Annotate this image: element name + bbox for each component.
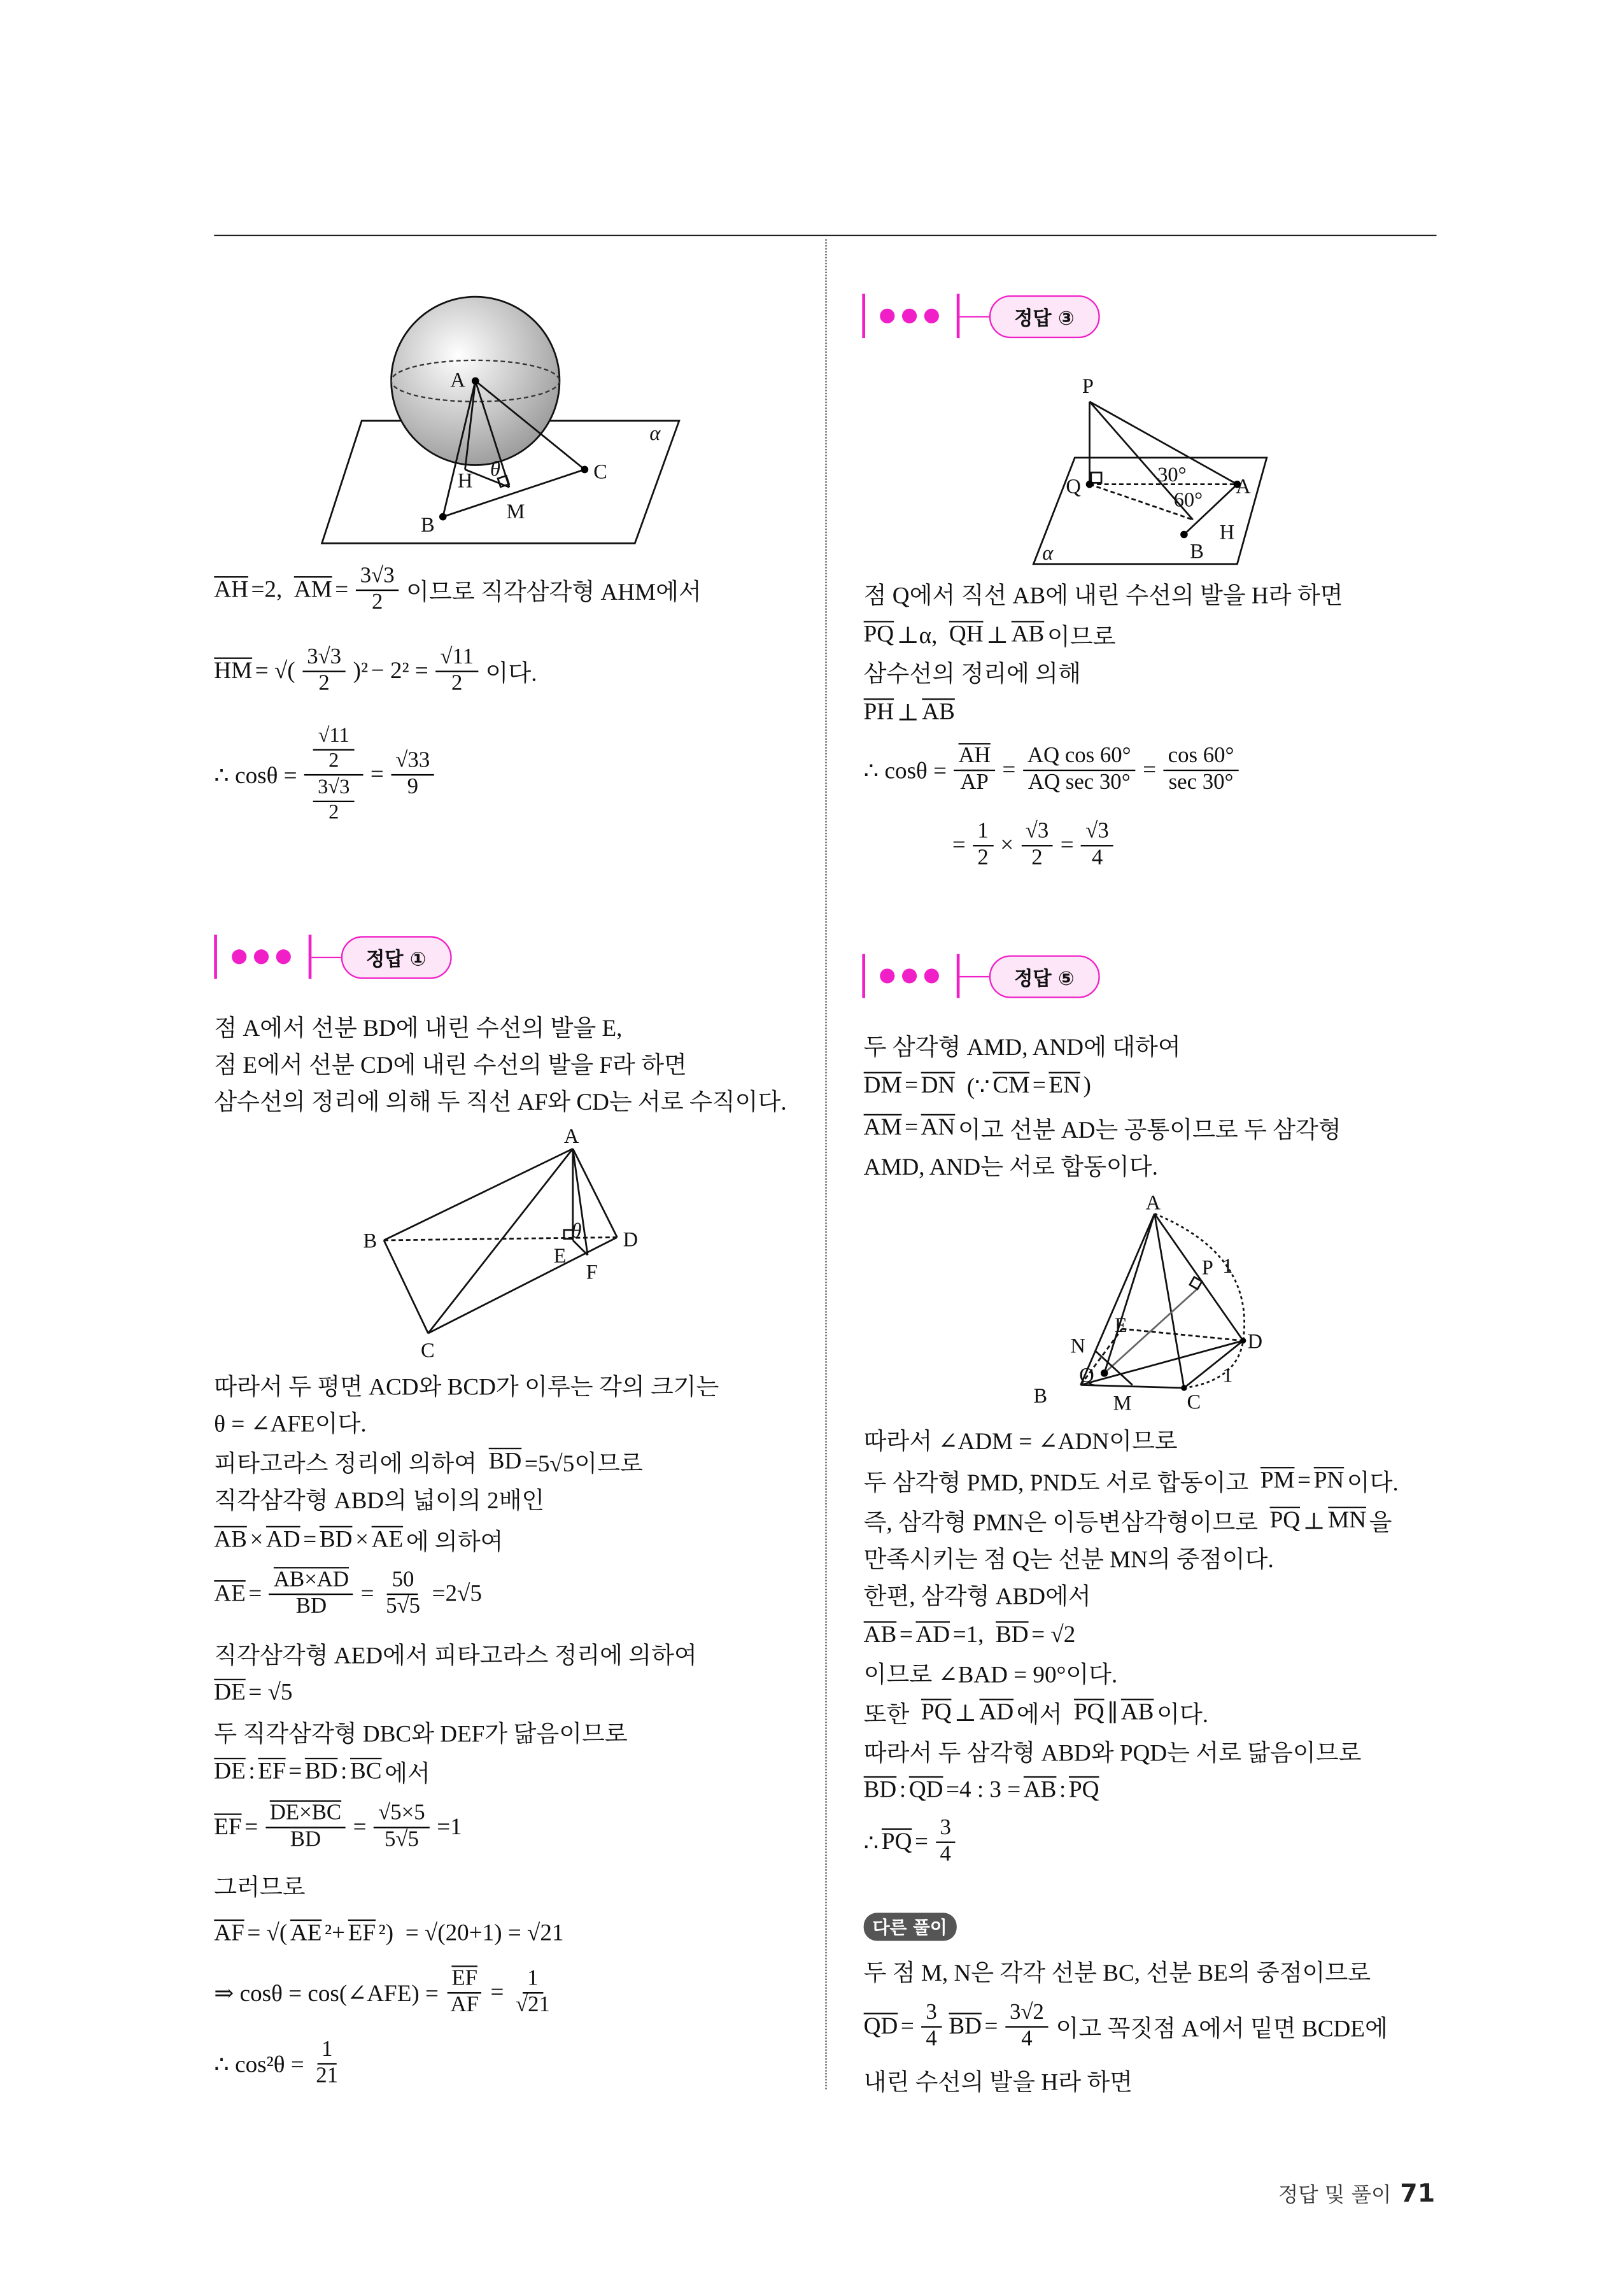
text-line: $\overline{AF}$ = √( $\overline{AE}$ ²+ $\overline{EF}$ ²) = √(20+1) = √21 <box>214 1921 564 1946</box>
label-alpha: α <box>1042 541 1054 565</box>
alternative-solution-badge: 다른 풀이 <box>864 1913 956 1941</box>
label-1: 1 <box>1222 1364 1233 1387</box>
top-rule <box>214 235 1436 236</box>
text-line: 만족시키는 점 Q는 선분 MN의 중점이다. <box>863 1548 1274 1574</box>
answer-label: 정답 ③ <box>989 295 1099 337</box>
text-line: ∴ cosθ = $\frac{\overline{AH}}{AP}$ = $\frac{\text{AQ cos 60°}}{\text{AQ sec 30°}}$ = $\frac{\cos 60^\circ}{\sec 30^\circ}$ <box>864 744 1243 796</box>
label-N: N <box>1070 1334 1085 1358</box>
text: )² <box>353 658 369 684</box>
text-line: 점 A에서 선분 BD에 내린 수선의 발을 E, <box>214 1016 623 1042</box>
text: = √( <box>255 658 295 684</box>
text-line: 또한 $\overline{PQ}$ ⊥ $\overline{AD}$ 에서 $\overline{PQ}$ ∥ $\overline{AB}$ 이다. <box>863 1699 1209 1729</box>
label-H: H <box>1219 521 1235 544</box>
text: − 2² = <box>371 658 428 684</box>
text-line: $\overline{AE}$ = $\frac{AB\times AD}{BD}$ = $\frac{50}{5√5}$ =2√5 <box>214 1568 482 1619</box>
text: 이다. <box>485 662 537 688</box>
solution-line <box>214 646 537 698</box>
solution-line <box>214 724 439 826</box>
text-line: ∴ cos²θ = $\frac{1}{21}$ <box>214 2037 339 2089</box>
text-line: 직각삼각형 ABD의 넓이의 2배인 <box>214 1489 545 1515</box>
text-line: $\overline{AM}$ = $\overline{AN}$ 이고 선분 AD는 공통이므로 두 삼각형 <box>863 1114 1341 1144</box>
answer-label: 정답 ⑤ <box>989 954 1099 997</box>
text-line: $\overline{DM}$ = $\overline{DN}$ (∵ $\overline{CM}$ = $\overline{EN}$ ) <box>863 1073 1091 1100</box>
text-line: 점 E에서 선분 CD에 내린 수선의 발을 F라 하면 <box>214 1053 687 1079</box>
answer-badge <box>214 935 451 979</box>
text-line: ∴ $\overline{PQ}$ = $\frac{3}{4}$ <box>864 1816 960 1869</box>
text-line: 두 삼각형 PMD, PND도 서로 합동이고 $\overline{PM}$ = $\overline{PN}$ 이다. <box>863 1468 1399 1497</box>
tetrahedron-figure <box>355 1119 650 1370</box>
text-line: 직각삼각형 AED에서 피타고라스 정리에 의하여 <box>214 1644 697 1669</box>
text-line: 삼수선의 정리에 의해 <box>863 662 1081 688</box>
text-line: $\overline{AB}$ × $\overline{AD}$ = $\overline{BD}$ × $\overline{AE}$ 에 의하여 <box>214 1526 504 1556</box>
answer-badge <box>862 294 1099 339</box>
footer-label: 정답 및 풀이 <box>1278 2183 1392 2208</box>
label-F: F <box>586 1261 598 1284</box>
text-line: 삼수선의 정리에 의해 두 직선 AF와 CD는 서로 수직이다. <box>214 1090 787 1116</box>
label-M: M <box>506 500 525 524</box>
text-line: 두 삼각형 AMD, AND에 대하여 <box>863 1035 1181 1061</box>
text-line: 두 직각삼각형 DBC와 DEF가 닮음이므로 <box>214 1722 628 1748</box>
text-line: 한편, 삼각형 ABD에서 <box>863 1585 1091 1610</box>
page-footer <box>1278 2179 1435 2209</box>
label-Q: Q <box>1079 1364 1094 1387</box>
pyramid-figure <box>1026 1181 1277 1417</box>
label-E: E <box>553 1244 567 1268</box>
sphere-plane-figure <box>295 288 709 561</box>
answer-badge <box>862 954 1099 998</box>
label-B: B <box>420 513 435 537</box>
label-H: H <box>457 469 473 493</box>
text-line: 두 점 M, N은 각각 선분 BC, 선분 BE의 중점이므로 <box>863 1961 1371 1987</box>
label-D: D <box>1247 1330 1263 1354</box>
label-P: P <box>1082 374 1094 398</box>
label-alpha: α <box>649 422 661 446</box>
text-line: 내린 수선의 발을 H라 하면 <box>863 2070 1133 2096</box>
label-1: 1 <box>1222 1255 1233 1278</box>
answer-label: 정답 ① <box>341 935 451 978</box>
label-C: C <box>1187 1390 1201 1414</box>
segment: $\overline{HM}$ <box>214 658 253 684</box>
text-line: 이므로 ∠BAD = 90°이다. <box>863 1663 1118 1688</box>
fraction: $\frac{√33}{9}$ <box>391 749 434 801</box>
fraction: $\frac{3√3}{2}$ <box>356 564 399 616</box>
label-30deg: 30° <box>1157 463 1187 487</box>
text: = <box>335 577 349 603</box>
label-B: B <box>1033 1385 1048 1408</box>
column-divider <box>825 239 826 2090</box>
text-line: 따라서 두 평면 ACD와 BCD가 이루는 각의 크기는 <box>214 1375 719 1401</box>
text-line: 그러므로 <box>214 1876 306 1901</box>
label-E: E <box>1114 1313 1127 1337</box>
label-theta: θ <box>571 1219 582 1243</box>
segment: $\overline{AH}$ <box>214 577 248 603</box>
text-line: θ = ∠AFE이다. <box>214 1412 367 1438</box>
text: ∴ cosθ = <box>214 763 297 789</box>
label-C: C <box>593 460 607 484</box>
label-A: A <box>1236 475 1251 499</box>
label-B: B <box>1190 540 1204 563</box>
fraction: $\frac{3√3}{2}$ <box>302 646 346 698</box>
text-line: 즉, 삼각형 PMN은 이등변삼각형이므로 $\overline{PQ}$ ⊥ $\overline{MN}$ 을 <box>863 1507 1392 1537</box>
text-line: 점 Q에서 직선 AB에 내린 수선의 발을 H라 하면 <box>863 584 1343 609</box>
fraction: $\frac{\frac{√11}{2}}{\frac{3√3}{2}}$ <box>304 724 363 826</box>
text-line: $\overline{PH}$ ⊥ $\overline{AB}$ <box>863 700 955 726</box>
page-number: 71 <box>1400 2179 1436 2209</box>
label-theta: θ <box>490 457 500 481</box>
label-D: D <box>623 1228 639 1252</box>
text-line: $\overline{AB}$ = $\overline{AD}$ =1, $\overline{BD}$ = √2 <box>863 1622 1076 1648</box>
text: =2, <box>251 577 283 603</box>
text-line: 따라서 ∠ADM = ∠ADN이므로 <box>863 1430 1178 1455</box>
text-line: ⇒ cosθ = cos(∠AFE) = $\frac{\overline{EF}}{AF}$ = $\frac{1}{√21}$ <box>214 1967 550 2018</box>
text-line: AMD, AND는 서로 합동이다. <box>863 1155 1158 1181</box>
label-A: A <box>1145 1191 1161 1215</box>
text: 이므로 직각삼각형 AHM에서 <box>406 581 702 606</box>
text-line: 따라서 두 삼각형 ABD와 PQD는 서로 닮음이므로 <box>863 1741 1362 1767</box>
label-60deg: 60° <box>1173 488 1203 512</box>
text-line: $\overline{QD}$ = $\frac{3}{4}$ $\overline{BD}$ = $\frac{3√2}{4}$ 이고 꼭짓점 A에서 밑면 BCDE에 <box>863 2000 1388 2052</box>
label-M: M <box>1113 1392 1132 1415</box>
segment: $\overline{AM}$ <box>293 577 332 603</box>
plane-perpendicular-figure <box>1019 369 1284 576</box>
text-line: $\overline{DE}$ = √5 <box>214 1680 293 1706</box>
text-line: $\overline{EF}$ = $\frac{DE\times BC}{BD}$ = $\frac{√5\times 5}{5√5}$ =1 <box>214 1801 462 1853</box>
label-Q: Q <box>1066 475 1081 499</box>
text-line: $\overline{DE}$ : $\overline{EF}$ = $\overline{BD}$ : $\overline{BC}$ 에서 <box>214 1758 430 1788</box>
text-line: $\overline{PQ}$ ⊥α, $\overline{QH}$ ⊥ $\overline{AB}$ 이므로 <box>863 621 1116 651</box>
label-A: A <box>563 1124 579 1148</box>
fraction: $\frac{√11}{2}$ <box>435 646 478 698</box>
text: = <box>370 761 384 788</box>
text-line: = $\frac{1}{2}$ × $\frac{√3}{2}$ = $\frac{√3}{4}$ <box>952 820 1118 872</box>
solution-line <box>214 564 702 616</box>
label-P: P <box>1201 1256 1213 1280</box>
label-B: B <box>363 1229 378 1253</box>
label-A: A <box>450 369 465 392</box>
label-C: C <box>420 1339 435 1362</box>
text-line: 피타고라스 정리에 의하여 $\overline{BD}$ =5√5이므로 <box>214 1448 643 1478</box>
text-line: $\overline{BD}$ : $\overline{QD}$ =4 : 3 = $\overline{AB}$ : $\overline{PQ}$ <box>863 1778 1099 1803</box>
